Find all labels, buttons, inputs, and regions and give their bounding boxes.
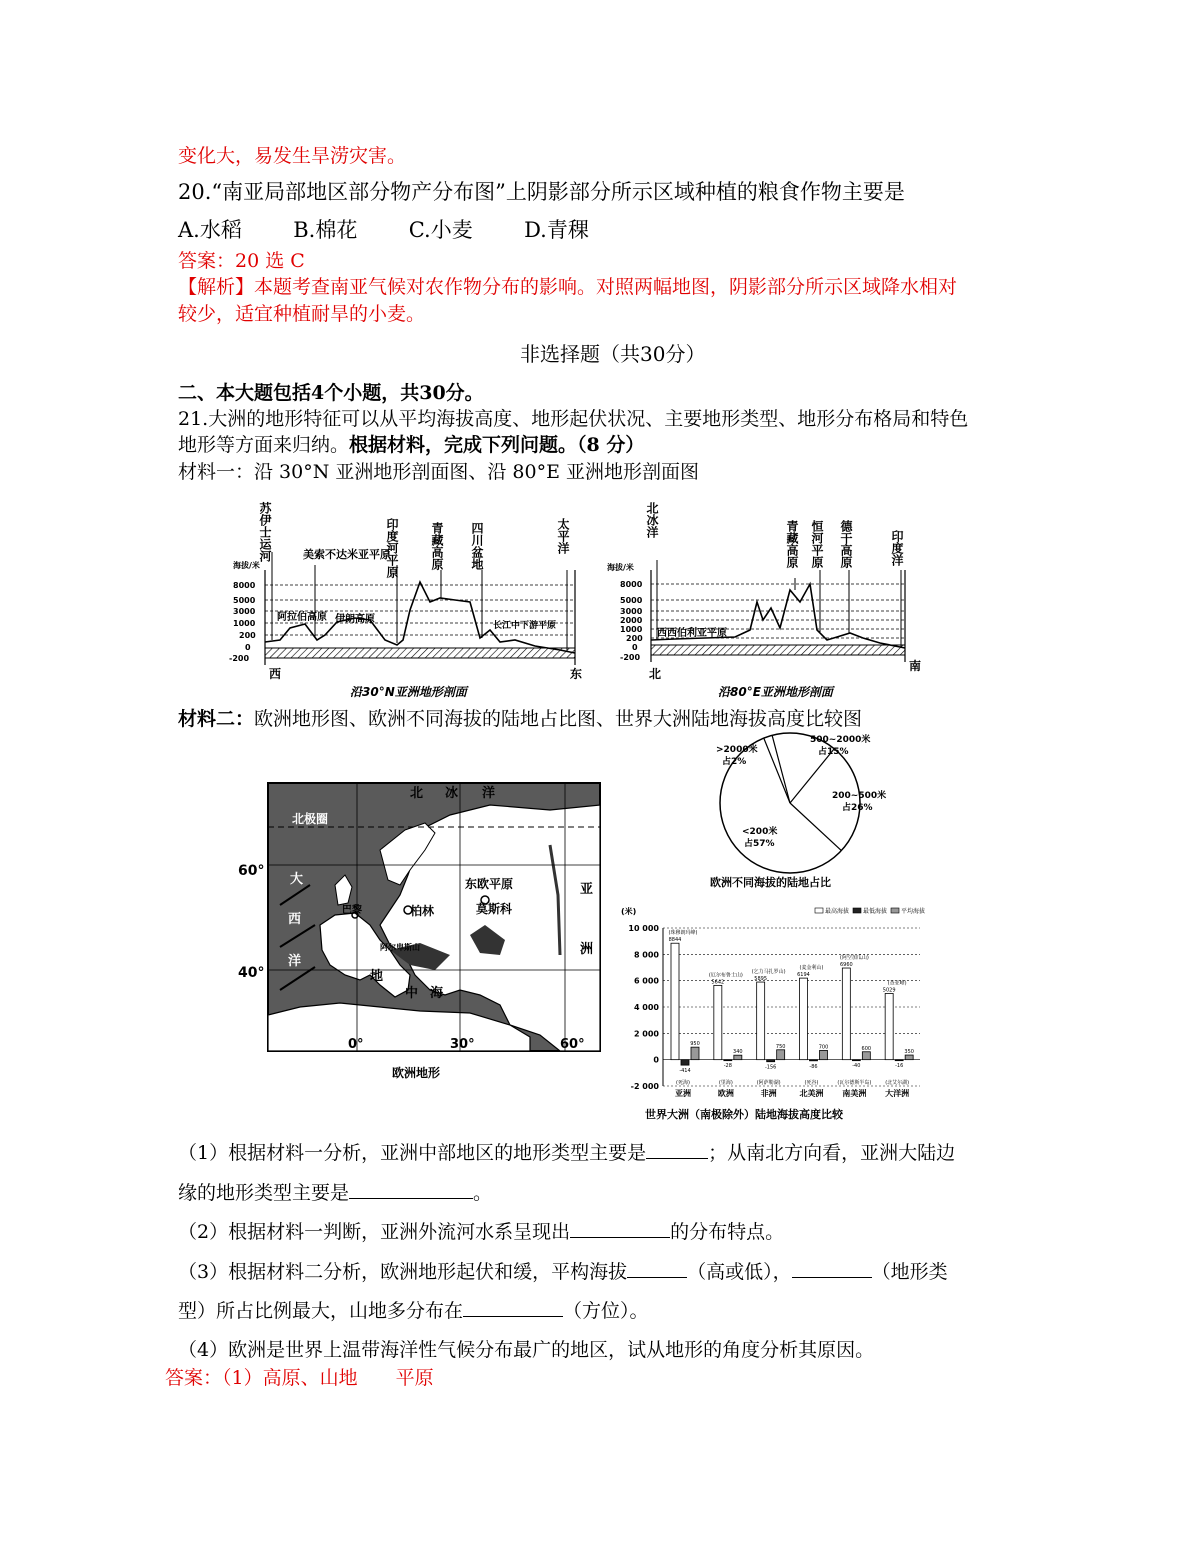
map-lon-60: 60° <box>560 1037 585 1052</box>
q20-analysis-line1: 【解析】本题考查南亚气候对农作物分布的影响。对照两幅地图，阴影部分所示区域降水相对 <box>178 276 958 298</box>
bar-legend-label: 最低海拔 <box>863 908 888 915</box>
bar-平均海拔-非洲 <box>777 1050 785 1060</box>
label-indus-plain: 印度河平原 <box>385 518 399 578</box>
profile2-tick-200: 200 <box>626 634 643 643</box>
material1-label: 材料一：沿 30°N 亚洲地形剖面图、沿 80°E 亚洲地形剖面图 <box>178 461 700 483</box>
profile2-tick-3000: 3000 <box>620 607 643 616</box>
map-label-berlin: 柏林 <box>410 904 435 918</box>
bar-legend-swatch <box>853 908 861 913</box>
profile-30n-figure <box>225 490 595 700</box>
profile1-tick-3000: 3000 <box>233 607 256 616</box>
q21-3-text-c: （地形类 <box>871 1261 948 1283</box>
bar-value-label: -86 <box>809 1063 818 1070</box>
europe-elevation-pie-chart <box>690 728 920 893</box>
q21-3-text-b: （高或低）， <box>687 1261 792 1283</box>
q21-1-line2 <box>178 1180 492 1206</box>
label-yangtze-plain: 长江中下游平原 <box>493 621 557 631</box>
map-label-alps: 阿尔卑斯山 <box>380 943 420 952</box>
pie-caption: 欧洲不同海拔的陆地占比 <box>710 876 831 889</box>
bar-最低海拔-北美洲 <box>810 1060 818 1061</box>
bar-最低海拔-欧洲 <box>724 1060 732 1061</box>
label-west-siberian-plain: 西西伯利亚平原 <box>657 628 727 639</box>
bar-category-label: 欧洲 <box>717 1089 734 1098</box>
pie-label-500-2000: 500~2000米 <box>810 735 871 745</box>
profile1-tick-8000: 8000 <box>233 581 256 590</box>
label-pacific: 太平洋 <box>556 518 570 554</box>
material2-text: 欧洲地形图、欧洲不同海拔的陆地占比图、世界大洲陆地海拔高度比较图 <box>254 708 863 730</box>
q21-4-line: （4）欧洲是世界上温带海洋性气候分布最广的地区，试从地形的角度分析其原因。 <box>178 1339 875 1361</box>
bar-low-name: (死海) <box>676 1080 690 1086</box>
bar-value-label: 5642 <box>711 979 725 986</box>
part2-heading: 二、本大题包括4个小题，共30分。 <box>178 382 484 404</box>
bar-peak-name: (麦金利山) <box>799 965 824 972</box>
europe-map-caption: 欧洲地形 <box>392 1066 441 1080</box>
q20-analysis-line2: 较少，适宜种植耐旱的小麦。 <box>178 303 426 325</box>
profile2-y-label: 海拔/米 <box>607 563 634 572</box>
map-label-east-european-plain: 东欧平原 <box>465 877 514 891</box>
bar-peak-name: (查亚峰) <box>887 980 907 987</box>
bar-y-tick-label: 10 000 <box>628 924 659 933</box>
map-lon-30: 30° <box>450 1037 475 1052</box>
bar-最低海拔-亚洲 <box>681 1060 689 1065</box>
bar-y-tick-label: -2 000 <box>630 1082 659 1091</box>
label-arabian-plateau: 阿拉伯高原 <box>277 612 327 623</box>
material2-label: 材料二： <box>178 708 255 730</box>
bar-value-label: 340 <box>733 1049 743 1056</box>
q21-3-text-e: （方位）。 <box>563 1300 649 1322</box>
profile2-caption: 沿80°E亚洲地形剖面 <box>718 685 833 699</box>
map-label-xi: 西 <box>288 912 302 927</box>
label-arctic-ocean: 北冰洋 <box>645 502 659 538</box>
bar-最低海拔-大洋洲 <box>895 1060 903 1061</box>
bar-y-tick-label: 2 000 <box>633 1029 659 1039</box>
profile1-tick-neg200: -200 <box>229 654 250 663</box>
bar-low-name: (阿萨勒湖) <box>756 1080 781 1086</box>
profile1-west: 西 <box>269 667 282 681</box>
bar-value-label: 6960 <box>839 962 853 969</box>
q21-3-blank-1[interactable] <box>627 1259 687 1278</box>
bar-value-label: -28 <box>723 1063 732 1070</box>
profile1-y-label: 海拔/米 <box>233 561 260 570</box>
map-label-paris: 巴黎 <box>342 905 362 916</box>
q21-2-blank[interactable] <box>570 1219 670 1238</box>
q21-answer: 答案：（1）高原、山地 平原 <box>165 1367 434 1389</box>
q21-3-blank-2[interactable] <box>792 1259 872 1278</box>
q20-answer: 答案：20 选 C <box>178 250 305 272</box>
label-mesopotamia: 美索不达米亚平原 <box>303 548 391 561</box>
map-label-di: 地 <box>370 969 384 984</box>
q20-options <box>178 215 589 245</box>
bar-y-tick-label: 8 000 <box>633 950 659 960</box>
map-lat-40: 40° <box>238 965 265 981</box>
bar-最低海拔-南美洲 <box>852 1060 860 1061</box>
bar-category-label: 大洋洲 <box>885 1089 910 1098</box>
bar-low-name: (里海) <box>718 1080 733 1086</box>
bar-value-label: 8844 <box>668 937 682 944</box>
bar-y-tick-label: 6 000 <box>633 976 659 986</box>
profile-80e-figure <box>605 490 925 700</box>
label-tibet-plateau-2: 青藏高原 <box>785 520 799 568</box>
map-lat-60: 60° <box>238 863 265 879</box>
map-label-ya: 亚 <box>580 882 594 897</box>
q20-option-b: B.棉花 <box>293 218 358 242</box>
profile1-east: 东 <box>570 667 583 681</box>
q21-line2 <box>178 432 644 458</box>
bar-平均海拔-大洋洲 <box>905 1055 913 1060</box>
bar-value-label: 950 <box>690 1041 700 1048</box>
bar-low-name: (瓦尔德斯半岛) <box>837 1080 872 1086</box>
q21-line1: 21.大洲的地形特征可以从平均海拔高度、地形起伏状况、主要地形类型、地形分布格局和特色 <box>178 408 969 430</box>
q21-1-text-c: 缘的地形类型主要是 <box>178 1182 350 1204</box>
q21-1-blank-2[interactable] <box>349 1180 473 1199</box>
bar-y-tick-label: 4 000 <box>633 1003 659 1012</box>
bar-value-label: 5895 <box>754 976 768 983</box>
q21-3-blank-3[interactable] <box>463 1298 563 1317</box>
bar-category-label: 亚洲 <box>675 1089 691 1098</box>
q21-1-text-d: 。 <box>473 1182 493 1204</box>
bar-平均海拔-欧洲 <box>734 1055 742 1059</box>
bar-legend-swatch <box>891 908 899 913</box>
bar-peak-name: (厄尔布鲁士山) <box>708 972 743 979</box>
bar-peak-name: (乞力马扎罗山) <box>751 969 786 976</box>
section-title: 非选择题（共30分） <box>520 342 706 366</box>
q21-2-text-a: （2）根据材料一判断，亚洲外流河水系呈现出 <box>178 1221 571 1243</box>
bar-legend-swatch <box>815 908 823 913</box>
bar-value-label: 700 <box>818 1044 829 1051</box>
q21-1-line1 <box>178 1140 955 1166</box>
label-sichuan-basin: 四川盆地 <box>470 522 484 570</box>
profile1-tick-200: 200 <box>239 631 256 640</box>
bar-category-label: 南美洲 <box>842 1089 867 1098</box>
bar-chart-title: 世界大洲（南极除外）陆地海拔高度比较 <box>645 1108 843 1121</box>
profile1-tick-0: 0 <box>245 643 251 652</box>
bar-最高海拔-非洲 <box>757 982 765 1060</box>
q21-3-text-d: 型）所占比例最大，山地多分布在 <box>178 1300 464 1322</box>
pie-pct-500-2000: 占15% <box>818 747 849 757</box>
bar-最高海拔-北美洲 <box>800 978 808 1060</box>
pie-pct-under200: 占57% <box>744 839 775 849</box>
continent-elevation-bar-chart <box>615 900 930 1125</box>
q21-1-text-b: ；从南北方向看，亚洲大陆边 <box>708 1142 956 1164</box>
map-label-yang2: 洋 <box>288 954 302 969</box>
profile2-tick-8000: 8000 <box>620 580 643 589</box>
label-iranian-plateau: 伊朗高原 <box>335 614 375 625</box>
label-tibet-plateau: 青藏高原 <box>430 522 444 570</box>
q21-3-line2 <box>178 1298 649 1324</box>
map-lon-0: 0° <box>348 1037 364 1052</box>
bar-low-name: (死谷) <box>804 1080 819 1086</box>
q20-stem: 20.“南亚局部地区部分物产分布图”上阴影部分所示区域种植的粮食作物主要是 <box>178 180 905 204</box>
label-suez-canal: 苏伊士运河 <box>258 502 272 562</box>
q21-1-text-a: （1）根据材料一分析，亚洲中部地区的地形类型主要是 <box>178 1142 647 1164</box>
bar-category-label: 非洲 <box>760 1089 777 1098</box>
profile1-tick-5000: 5000 <box>233 596 256 605</box>
q21-2-line <box>178 1219 784 1245</box>
bar-y-tick-label: 0 <box>653 1055 659 1065</box>
bar-value-label: -40 <box>852 1063 861 1070</box>
profile2-tick-neg200: -200 <box>620 653 641 662</box>
profile2-tick-2000: 2000 <box>620 616 643 625</box>
bar-low-name: (北艾尔湖) <box>885 1080 910 1086</box>
bar-peak-name: (珠穆朗玛峰) <box>668 930 698 937</box>
europe-terrain-map <box>230 775 610 1085</box>
label-deccan-plateau: 德干高原 <box>839 520 853 568</box>
profile1-caption: 沿30°N亚洲地形剖面 <box>350 685 467 699</box>
q20-option-a: A.水稻 <box>178 218 242 242</box>
q20-option-c: C.小麦 <box>408 218 473 242</box>
bar-value-label: 750 <box>775 1043 786 1050</box>
bar-平均海拔-北美洲 <box>820 1050 828 1059</box>
bar-平均海拔-亚洲 <box>691 1047 699 1060</box>
bar-最高海拔-欧洲 <box>714 985 722 1059</box>
bar-value-label: 5029 <box>882 987 896 994</box>
q21-2-text-b: 的分布特点。 <box>670 1221 785 1243</box>
map-label-arctic-circle: 北极圈 <box>292 812 329 826</box>
profile1-tick-1000: 1000 <box>233 619 256 628</box>
map-label-hai: 海 <box>430 986 444 1001</box>
profile2-tick-0: 0 <box>632 643 638 652</box>
q21-line2-bold: 根据材料，完成下列问题。（8 分） <box>349 434 645 456</box>
bar-value-label: 350 <box>904 1049 914 1056</box>
bar-最高海拔-南美洲 <box>842 968 850 1060</box>
q21-3-text-a: （3）根据材料二分析，欧洲地形起伏和缓，平构海拔 <box>178 1261 628 1283</box>
map-label-zhong: 中 <box>405 986 419 1001</box>
profile2-tick-1000: 1000 <box>620 625 643 634</box>
label-indian-ocean: 印度洋 <box>890 530 904 566</box>
map-label-zhou: 洲 <box>580 942 594 957</box>
map-label-bei: 北 <box>410 786 424 801</box>
map-label-yang: 洋 <box>482 786 496 801</box>
bar-value-label: -414 <box>679 1068 691 1075</box>
pie-pct-over2000: 占2% <box>722 757 747 767</box>
bar-最高海拔-大洋洲 <box>885 993 893 1059</box>
bar-value-label: -156 <box>764 1064 777 1071</box>
bar-peak-name: (阿空加瓜山) <box>839 955 869 962</box>
bar-category-label: 北美洲 <box>799 1089 824 1098</box>
pie-label-over2000: >2000米 <box>716 745 758 755</box>
q20-option-d: D.青稞 <box>524 218 589 242</box>
bar-最高海拔-亚洲 <box>671 943 679 1059</box>
bar-legend-label: 平均海拔 <box>901 908 926 915</box>
bar-value-label: 6194 <box>797 972 810 979</box>
label-ganges-plain: 恒河平原 <box>810 520 824 568</box>
map-label-moscow: 莫斯科 <box>476 902 513 916</box>
profile2-north: 北 <box>649 667 662 681</box>
q21-3-line1 <box>178 1259 948 1285</box>
bar-legend-label: 最高海拔 <box>825 908 850 915</box>
pie-label-under200: <200米 <box>742 827 778 837</box>
previous-answer-tail: 变化大，易发生旱涝灾害。 <box>178 145 407 167</box>
bar-value-label: -16 <box>895 1062 904 1069</box>
bar-最低海拔-非洲 <box>767 1060 775 1062</box>
bar-value-label: 600 <box>861 1045 872 1052</box>
pie-label-200-500: 200~500米 <box>832 791 887 801</box>
bar-ylabel: (米) <box>621 907 637 916</box>
q21-1-blank-1[interactable] <box>646 1140 708 1159</box>
q21-line2-plain: 地形等方面来归纳。 <box>178 434 350 456</box>
profile2-tick-5000: 5000 <box>620 596 643 605</box>
pie-pct-200-500: 占26% <box>842 803 873 813</box>
bar-平均海拔-南美洲 <box>862 1052 870 1060</box>
map-label-da: 大 <box>290 872 304 887</box>
map-label-bing: 冰 <box>445 786 459 801</box>
profile2-south: 南 <box>909 659 922 673</box>
